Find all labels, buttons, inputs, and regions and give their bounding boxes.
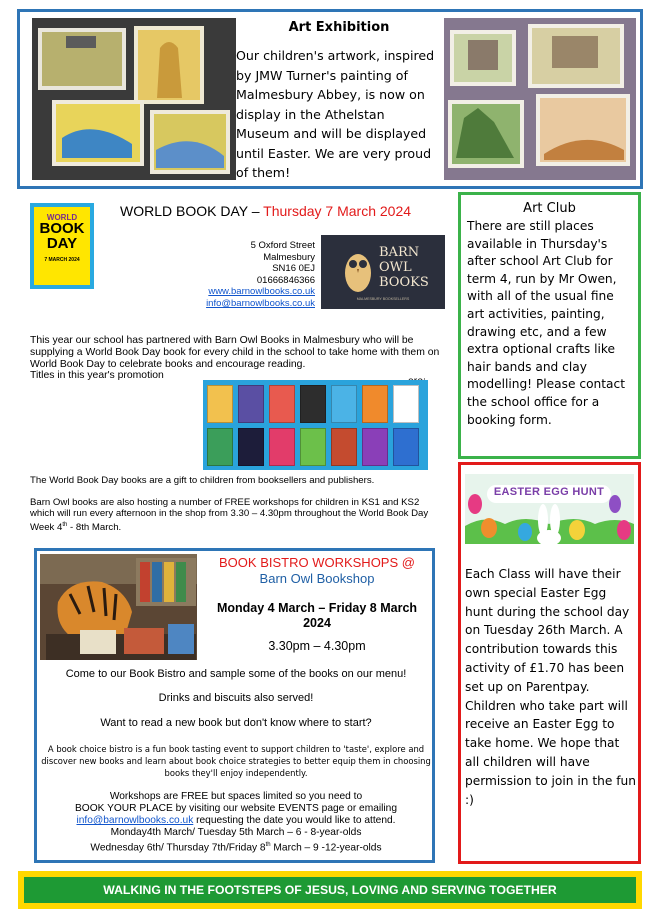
logo-line-day: DAY [46, 235, 78, 252]
email-link[interactable]: info@barnowlbooks.co.uk [206, 297, 315, 309]
book-cover [269, 428, 295, 466]
book-cover [238, 385, 264, 423]
art-exhibition-text: Our children's artwork, inspired by JMW Turner's painting of Malmesbury Abbey, is now on display in the Athelstan Museum and will be displayed until Easter. We are very proud of them! [236, 48, 435, 180]
world-book-day-logo [30, 203, 94, 289]
bistro-email-link[interactable]: info@barnowlbooks.co.uk [76, 815, 194, 826]
booking-line [41, 815, 431, 827]
session-line [41, 839, 431, 854]
logo-line-date: 7 MARCH 2024 [44, 257, 80, 263]
bistro-description: A book choice bistro is a fun book tasting event to support children to 'taste', explore and discover new books and learn about book choice strategies to better equip them in choosing books they'll enjoy independently. [41, 744, 431, 778]
workshops-text-part: Barn Owl books are also hosting a number of FREE workshops for children in KS1 and KS2 which will run every afternoon in the shop from 3.30 – 4.30pm throughout the World Book Day Week 4 [30, 497, 429, 533]
book-cover [393, 428, 419, 466]
book-covers-image [203, 380, 428, 470]
bistro-title: BOOK BISTRO WORKSHOPS @ [219, 555, 415, 570]
book-cover [331, 428, 357, 466]
world-book-day-body [30, 335, 440, 382]
bistro-line-question: Want to read a new book but don't know where to start? [100, 717, 372, 729]
workshops-text [30, 497, 440, 533]
logo-line-book: BOOK [39, 220, 85, 237]
book-cover [207, 385, 233, 423]
book-cover [331, 385, 357, 423]
barn-owl-books-logo [321, 235, 445, 309]
book-cover [300, 385, 326, 423]
easter-banner-text: EASTER EGG HUNT [493, 486, 605, 498]
school-motto-bar [18, 871, 642, 909]
book-cover [393, 385, 419, 423]
session-line: Monday4th March/ Tuesday 5th March – 6 - 8-year-olds [110, 827, 362, 838]
logo-line-world: WORLD [46, 213, 78, 222]
art-exhibition-box [17, 9, 643, 189]
art-club-box [458, 192, 641, 459]
book-cover [362, 428, 388, 466]
logo-word-books: BOOKS [379, 275, 429, 290]
artwork-photo-right [444, 18, 636, 180]
heading-date: Thursday 7 March 2024 [263, 203, 412, 219]
art-club-title: Art Club [523, 201, 576, 216]
school-motto: WALKING IN THE FOOTSTEPS OF JESUS, LOVING AND SERVING TOGETHER [24, 877, 636, 903]
bistro-time: 3.30pm – 4.30pm [268, 639, 366, 653]
book-cover [238, 428, 264, 466]
workshops-text-part: - 8th March. [67, 521, 122, 533]
website-link[interactable]: www.barnowlbooks.co.uk [208, 286, 315, 298]
bookshop-tiger-photo [40, 554, 197, 660]
heading-text: WORLD BOOK DAY – [120, 203, 264, 219]
book-bistro-box [34, 548, 435, 863]
artwork-photo-left [32, 18, 236, 180]
body-text: This year our school has partnered with Barn Owl Books in Malmesbury who will be supplying a World Book Day book for every child in the school to take home with them on World Book Day to celebrate books and encourage reading. [30, 335, 440, 370]
session-text: Wednesday 6th/ Thursday 7th/Friday 8 [90, 842, 266, 854]
book-cover [269, 385, 295, 423]
address-line: Malmesbury [263, 251, 315, 263]
logo-word-barn: BARN [379, 245, 420, 260]
address-line: SN16 0EJ [272, 263, 315, 275]
easter-text: Each Class will have their own special Easter Egg hunt during the school day on Tuesday 26th March. A contribution towards this activity of £1.70 has been set up on Parentpay. Children who take part will receive an Easter Egg to take home. We hope that all children will have permission to join in the fun :) [465, 567, 636, 807]
easter-egg-hunt-box [458, 462, 641, 864]
art-exhibition-title: Art Exhibition [288, 20, 390, 35]
phone-number: 01666846366 [256, 274, 315, 286]
art-club-text: There are still places available in Thursday's after school Art Club for term 4, run by Mr Owen, with all of the usual fine art activities, painting, drawing etc, and a few extra optional crafts like hair bands and clay modelling! Please contact the school office for a booking form. [467, 219, 625, 427]
bistro-subtitle: Barn Owl Bookshop [259, 571, 375, 586]
booking-line: Workshops are FREE but spaces limited so you need to [109, 791, 363, 802]
book-cover [300, 428, 326, 466]
session-superscript: th [265, 842, 271, 848]
booking-line: BOOK YOUR PLACE by visiting our website EVENTS page or emailing [75, 803, 397, 814]
bistro-line-drinks: Drinks and biscuits also served! [158, 692, 314, 704]
logo-word-owl: OWL [379, 260, 412, 275]
bistro-line-menu: Come to our Book Bistro and sample some of the books on our menu! [65, 668, 407, 680]
workshops-superscript: th [62, 521, 68, 528]
logo-tagline: MALMESBURY BOOKSELLERS [356, 297, 410, 301]
gift-text: The World Book Day books are a gift to children from booksellers and publishers. [30, 475, 375, 486]
bistro-dates: Monday 4 March – Friday 8 March 2024 [216, 601, 418, 630]
titles-line: Titles in this year's promotion [30, 370, 164, 382]
easter-egg-hunt-banner [465, 474, 634, 544]
booking-line-text: requesting the date you would like to attend. [193, 815, 396, 826]
bistro-booking-info [41, 791, 431, 854]
book-cover [362, 385, 388, 423]
address-line: 5 Oxford Street [250, 240, 315, 251]
owl-icon [343, 247, 373, 293]
session-text: March – 9 -12-year-olds [270, 842, 382, 854]
shop-address [190, 240, 315, 310]
book-cover [207, 428, 233, 466]
world-book-day-heading [120, 203, 411, 219]
